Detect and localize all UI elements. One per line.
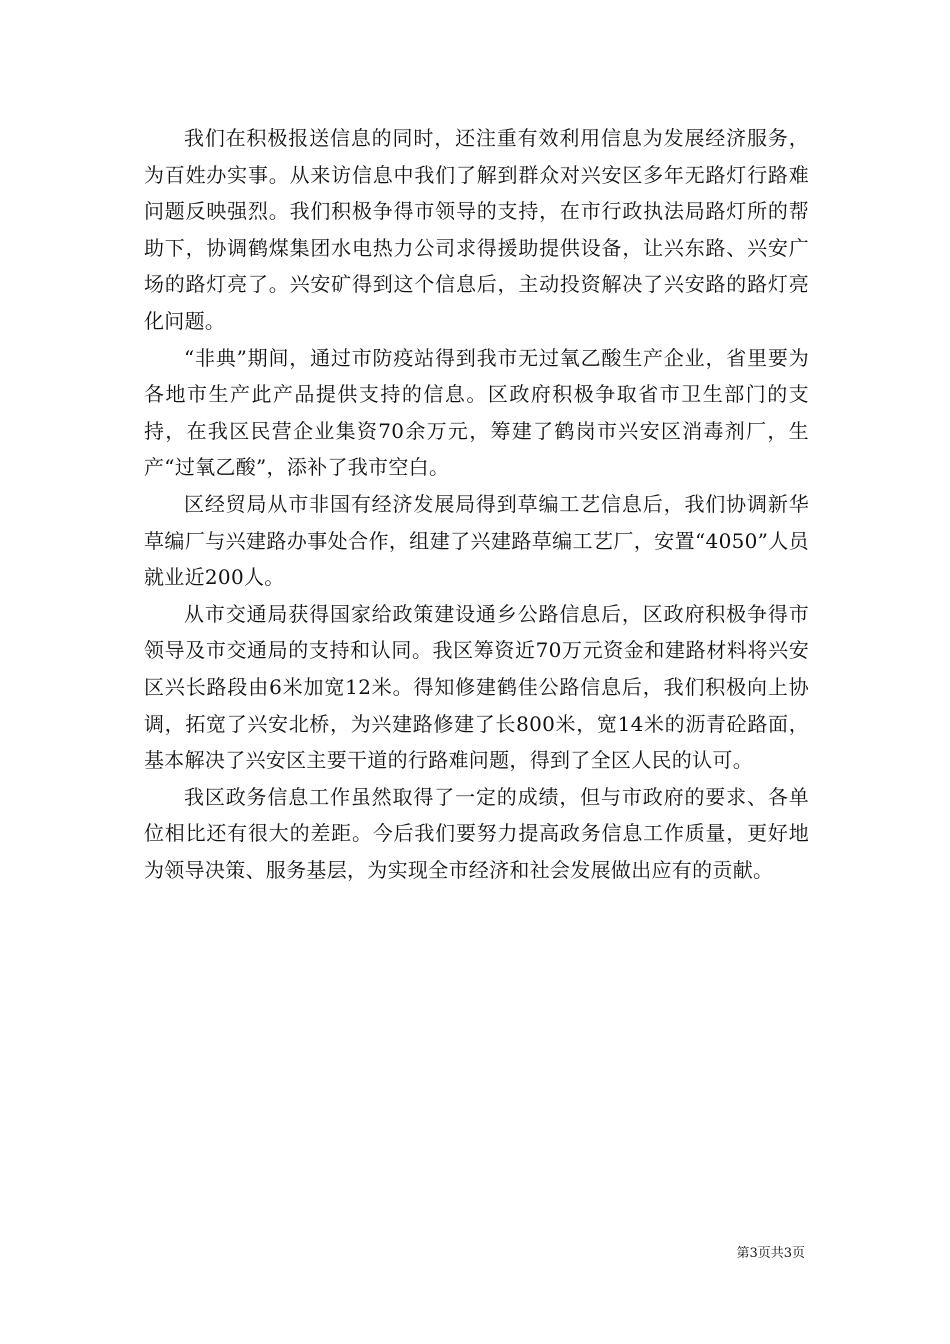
page-number-footer: 第3页共3页 — [736, 1246, 805, 1261]
paragraph-5: 我区政务信息工作虽然取得了一定的成绩，但与市政府的要求、各单位相比还有很大的差距。今后我们要努力提高政务信息工作质量，更好地为领导决策、服务基层，为实现全市经济和社会发展做出应有的贡献。 — [144, 784, 809, 882]
paragraph-2: “非典”期间，通过市防疫站得到我市无过氧乙酸生产企业，省里要为各地市生产此产品提供支持的信息。区政府积极争取省市卫生部门的支持，在我区民营企业集资70余万元，筹建了鹤岗市兴安区消毒剂厂，生产“过氧乙酸”，添补了我市空白。 — [144, 345, 809, 480]
document-body — [144, 120, 809, 888]
paragraph-4: 从市交通局获得国家给政策建设通乡公路信息后，区政府积极争得市领导及市交通局的支持和认同。我区筹资近70万元资金和建路材料将兴安区兴长路段由6米加宽12米。得知修建鹤佳公路信息后，我们积极向上协调，拓宽了兴安北桥，为兴建路修建了长800米，宽14米的沥青砼路面，基本解决了兴安区主要干道的行路难问题，得到了全区人民的认可。 — [144, 601, 809, 773]
paragraph-3: 区经贸局从市非国有经济发展局得到草编工艺信息后，我们协调新华草编厂与兴建路办事处合作，组建了兴建路草编工艺厂，安置“4050”人员就业近200人。 — [144, 491, 809, 590]
paragraph-1: 我们在积极报送信息的同时，还注重有效利用信息为发展经济服务，为百姓办实事。从来访信息中我们了解到群众对兴安区多年无路灯行路难问题反映强烈。我们积极争得市领导的支持，在市行政执法局路灯所的帮助下，协调鹤煤集团水电热力公司求得援助提供设备，让兴东路、兴安广场的路灯亮了。兴安矿得到这个信息后，主动投资解决了兴安路的路灯亮化问题。 — [144, 126, 809, 333]
